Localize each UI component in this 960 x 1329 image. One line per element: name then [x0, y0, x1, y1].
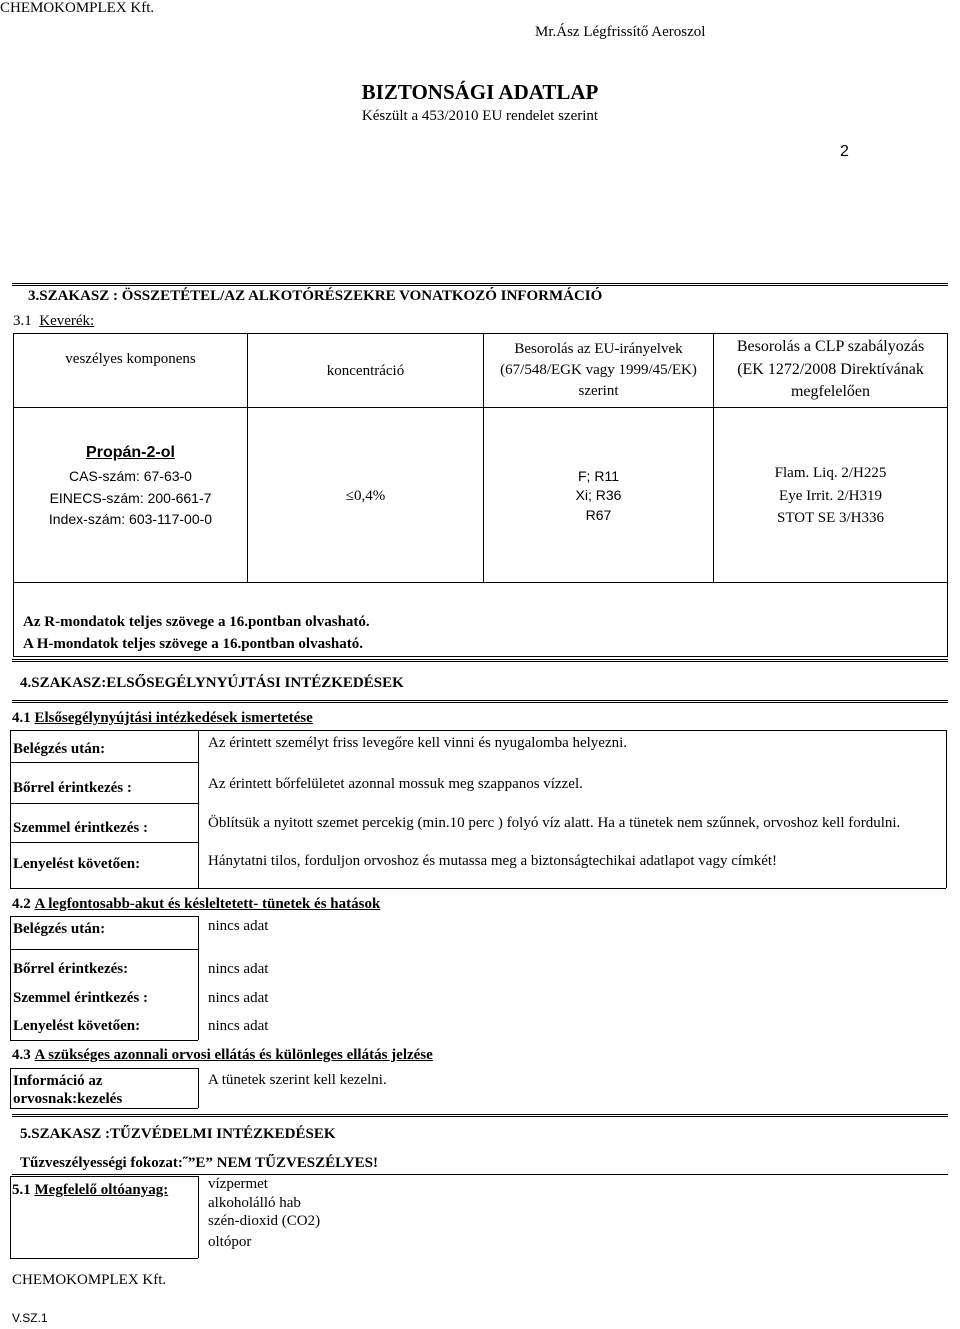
first-aid-eye-label: Szemmel érintkezés :	[13, 820, 148, 836]
header-product: Mr.Ász Légfrissítő Aeroszol	[535, 24, 706, 40]
document-title: BIZTONSÁGI ADATLAP	[361, 80, 599, 104]
symptoms-inhalation-value: nincs adat	[208, 918, 269, 934]
symptoms-inhalation-label: Belégzés után:	[13, 921, 106, 937]
section5-rule	[12, 1174, 948, 1175]
col-header-clp-classification: Besorolás a CLP szabályozás (EK 1272/2008 Direktívának megfelelően	[736, 338, 925, 401]
symptoms-eye-value: nincs adat	[208, 990, 269, 1006]
component-name: Propán-2-ol	[86, 444, 175, 462]
col-header-concentration: koncentráció	[326, 362, 405, 379]
col-header-eu-classification: Besorolás az EU-irányelvek (67/548/EGK vagy 1999/45/EK) szerint	[500, 340, 697, 399]
section4-heading-rule	[12, 700, 948, 703]
section4-2-title	[12, 896, 380, 913]
section4-heading: 4.SZAKASZ:ELSŐSEGÉLYNYÚJTÁSI INTÉZKEDÉSEK	[20, 675, 404, 691]
section3-1-number: 3.1	[13, 313, 32, 329]
symptoms-eye-label: Szemmel érintkezés :	[13, 990, 148, 1006]
section4-1-number: 4.1	[12, 710, 31, 726]
symptoms-skin-label: Bőrrel érintkezés:	[13, 961, 129, 977]
first-aid-inhalation-value: Az érintett személyt friss levegőre kell vinni és nyugalomba helyezni.	[208, 735, 628, 751]
section3-top-rule	[12, 283, 948, 286]
agent-co2: szén-dioxid (CO2)	[208, 1213, 321, 1229]
section4-2-number: 4.2	[12, 896, 31, 912]
section5-1-title	[12, 1182, 168, 1199]
einecs-number: EINECS-szám: 200-661-7	[49, 489, 212, 506]
concentration-cell: ≤0,4%	[345, 487, 386, 504]
section4-3-number: 4.3	[12, 1047, 31, 1063]
section4-3-label: A szükséges azonnali orvosi ellátás és különleges ellátás jelzése	[34, 1047, 433, 1063]
agent-water-spray: vízpermet	[208, 1176, 268, 1192]
first-aid-skin-value: Az érintett bőrfelületet azonnal mossuk meg szappanos vízzel.	[208, 776, 583, 792]
fire-hazard-class: Tűzveszélyességi fokozat:˝”E” NEM TŰZVESZÉLYES!	[20, 1155, 378, 1171]
symptoms-ingestion-value: nincs adat	[208, 1018, 269, 1034]
section3-heading: 3.SZAKASZ : ÖSSZETÉTEL/AZ ALKOTÓRÉSZEKRE VONATKOZÓ INFORMÁCIÓ	[28, 288, 603, 304]
first-aid-ingestion-value: Hánytatni tilos, forduljon orvoshoz és mutassa meg a biztonságtechikai adatlapot vagy címkét!	[208, 853, 778, 869]
clp-classification-cell: Flam. Liq. 2/H225 Eye Irrit. 2/H319 STOT SE 3/H336	[774, 465, 887, 527]
agent-alcohol-foam: alkoholálló hab	[208, 1195, 301, 1211]
footer-company: CHEMOKOMPLEX Kft.	[12, 1272, 167, 1288]
section5-top-rule	[12, 1114, 948, 1117]
section5-heading: 5.SZAKASZ :TŰZVÉDELMI INTÉZKEDÉSEK	[20, 1126, 336, 1142]
eu-classification-cell: F; R11 Xi; R36 R67	[575, 467, 622, 523]
first-aid-ingestion-label: Lenyelést követően:	[13, 856, 141, 872]
h-phrases-note: A H-mondatok teljes szövege a 16.pontban olvasható.	[23, 636, 364, 652]
medical-info-label-line1: Információ az	[13, 1073, 103, 1089]
page-number: 2	[840, 143, 849, 160]
col-header-component: veszélyes komponens	[65, 350, 196, 367]
symptoms-skin-value: nincs adat	[208, 961, 269, 977]
footer-version: V.SZ.1	[12, 1311, 48, 1325]
section5-1-label: Megfelelő oltóanyag:	[34, 1182, 169, 1198]
section3-1-label: Keverék:	[39, 313, 95, 329]
first-aid-eye-value: Öblítsük a nyitott szemet percekig (min.10 perc ) folyó víz alatt. Ha a tünetek nem szűnnek, orvoshoz kell fordulni.	[208, 815, 901, 831]
document-subtitle: Készült a 453/2010 EU rendelet szerint	[361, 108, 599, 124]
medical-info-label-line2: orvosnak:kezelés	[13, 1091, 123, 1107]
index-number: Index-szám: 603-117-00-0	[48, 511, 213, 528]
section4-3-title	[12, 1047, 433, 1064]
agent-powder: oltópor	[208, 1234, 252, 1250]
symptoms-ingestion-label: Lenyelést követően:	[13, 1018, 141, 1034]
header-company: CHEMOKOMPLEX Kft.	[0, 0, 155, 16]
first-aid-skin-label: Bőrrel érintkezés :	[13, 780, 132, 796]
first-aid-inhalation-label: Belégzés után:	[13, 741, 106, 757]
section4-1-label: Elsősegélynyújtási intézkedések ismertetése	[34, 710, 313, 726]
section4-2-label: A legfontosabb-akut és késleltetett- tünetek és hatások	[34, 896, 381, 912]
medical-info-value: A tünetek szerint kell kezelni.	[208, 1072, 387, 1088]
cas-number: CAS-szám: 67-63-0	[69, 467, 192, 484]
component-cell	[14, 436, 247, 536]
section4-top-rule	[12, 659, 948, 662]
section5-1-number: 5.1	[12, 1182, 31, 1198]
r-phrases-note: Az R-mondatok teljes szövege a 16.pontban olvasható.	[23, 614, 370, 630]
section3-1-title	[13, 313, 94, 330]
section4-1-title	[12, 710, 313, 727]
